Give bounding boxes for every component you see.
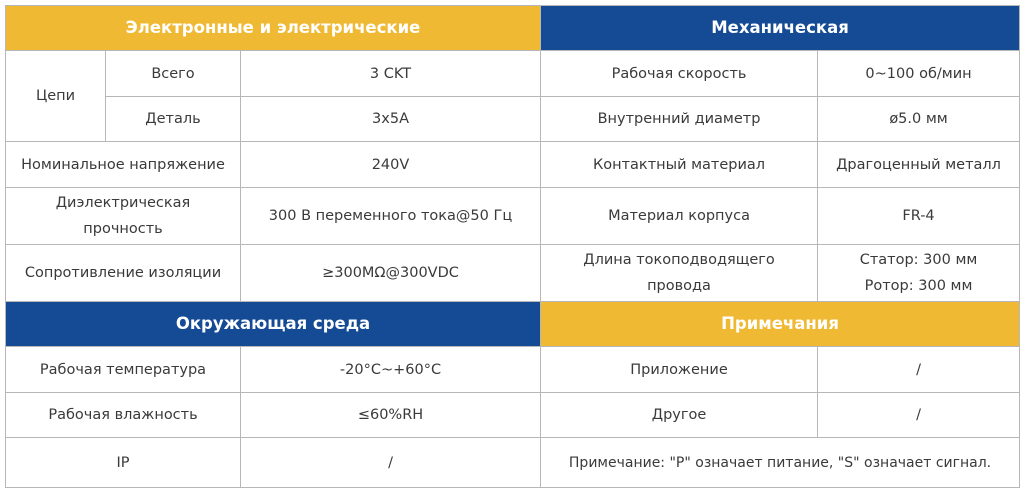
lead-length-label-line2: провода	[647, 278, 711, 294]
section-header-environment: Окружающая среда	[6, 302, 541, 347]
application-label: Приложение	[541, 347, 818, 393]
voltage-label: Номинальное напряжение	[6, 142, 241, 188]
contact-material-value: Драгоценный металл	[818, 142, 1020, 188]
dielectric-label-line1: Диэлектрическая	[55, 195, 191, 211]
temperature-value: -20°C~+60°C	[241, 347, 541, 393]
dielectric-value: 300 В переменного тока@50 Гц	[241, 188, 541, 245]
bore-value: ø5.0 мм	[818, 97, 1020, 142]
circuits-label: Цепи	[6, 51, 106, 142]
contact-material-label: Контактный материал	[541, 142, 818, 188]
other-label: Другое	[541, 393, 818, 438]
housing-material-label: Материал корпуса	[541, 188, 818, 245]
lead-stator: Статор: 300 мм	[859, 252, 978, 268]
section-header-electrical: Электронные и электрические	[6, 6, 541, 51]
dielectric-label	[6, 188, 241, 245]
total-label: Всего	[106, 51, 241, 97]
other-value: /	[818, 393, 1020, 438]
housing-material-value: FR-4	[818, 188, 1020, 245]
humidity-value: ≤60%RH	[241, 393, 541, 438]
ip-value: /	[241, 438, 541, 488]
speed-value: 0~100 об/мин	[818, 51, 1020, 97]
insulation-label: Сопротивление изоляции	[6, 245, 241, 302]
section-header-mechanical: Механическая	[541, 6, 1020, 51]
lead-rotor: Ротор: 300 мм	[864, 278, 973, 294]
detail-label: Деталь	[106, 97, 241, 142]
voltage-value: 240V	[241, 142, 541, 188]
lead-length-label-line1: Длина токоподводящего	[583, 252, 775, 268]
total-value: 3 CKT	[241, 51, 541, 97]
detail-value: 3x5A	[241, 97, 541, 142]
ip-label: IP	[6, 438, 241, 488]
lead-length-value	[818, 245, 1020, 302]
temperature-label: Рабочая температура	[6, 347, 241, 393]
section-header-notes: Примечания	[541, 302, 1020, 347]
insulation-value: ≥300MΩ@300VDC	[241, 245, 541, 302]
spec-table	[5, 5, 1020, 488]
application-value: /	[818, 347, 1020, 393]
speed-label: Рабочая скорость	[541, 51, 818, 97]
bore-label: Внутренний диаметр	[541, 97, 818, 142]
dielectric-label-line2: прочность	[83, 221, 163, 237]
note-text: Примечание: "P" означает питание, "S" означает сигнал.	[541, 438, 1020, 488]
humidity-label: Рабочая влажность	[6, 393, 241, 438]
lead-length-label	[541, 245, 818, 302]
